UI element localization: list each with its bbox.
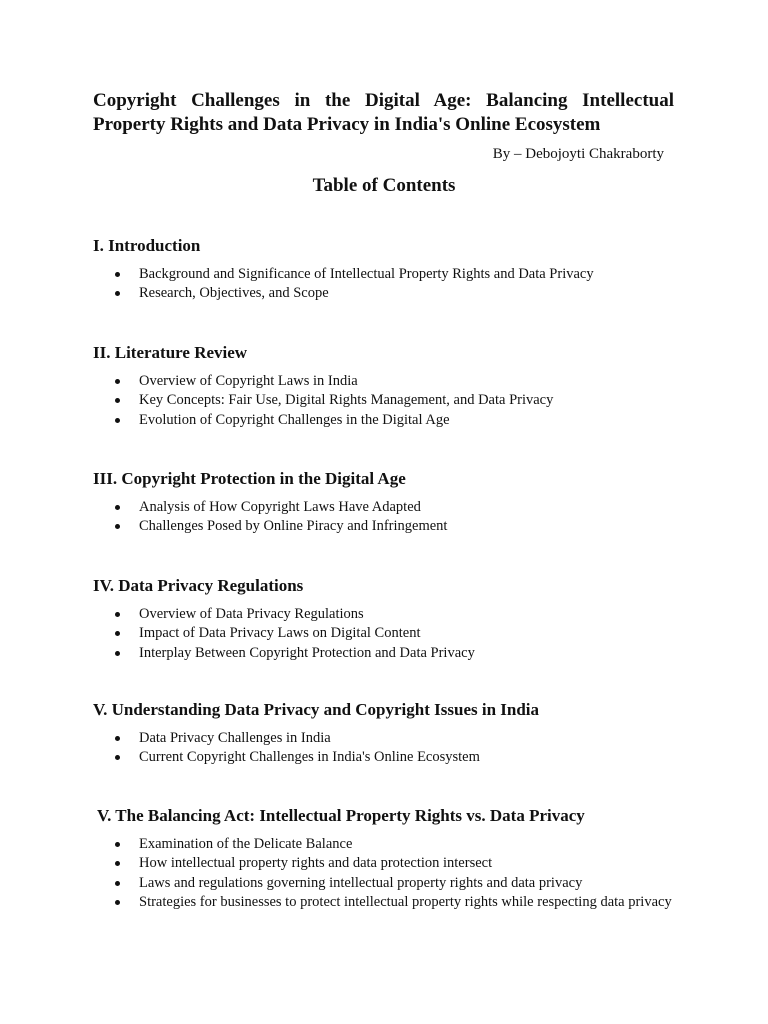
bullet-icon bbox=[115, 379, 120, 384]
list-item-text: Challenges Posed by Online Piracy and Infringement bbox=[139, 518, 448, 535]
bullet-icon bbox=[115, 418, 120, 423]
list-item-text: Key Concepts: Fair Use, Digital Rights Management, and Data Privacy bbox=[139, 392, 554, 409]
list-item bbox=[93, 265, 674, 284]
list-item bbox=[93, 835, 674, 854]
bullet-icon bbox=[115, 398, 120, 403]
toc-section-understanding-issues bbox=[93, 699, 674, 768]
section-heading: V. Understanding Data Privacy and Copyright Issues in India bbox=[93, 700, 540, 719]
bullet-icon bbox=[115, 651, 120, 656]
list-item bbox=[93, 729, 674, 748]
section-heading: V. The Balancing Act: Intellectual Property Rights vs. Data Privacy bbox=[97, 806, 585, 825]
bullet-icon bbox=[115, 291, 120, 296]
section-heading: II. Literature Review bbox=[93, 343, 248, 362]
list-item-text: Examination of the Delicate Balance bbox=[139, 836, 353, 852]
bullet-icon bbox=[115, 272, 120, 277]
list-item bbox=[93, 372, 674, 391]
toc-section-data-privacy-regulations bbox=[93, 575, 674, 663]
section-items bbox=[93, 729, 674, 768]
bullet-icon bbox=[115, 524, 120, 529]
author-byline: By – Debojoyti Chakraborty bbox=[492, 146, 664, 162]
list-item-text: Research, Objectives, and Scope bbox=[139, 285, 329, 302]
list-item-text: Current Copyright Challenges in India's Online Ecosystem bbox=[139, 749, 480, 766]
section-heading: IV. Data Privacy Regulations bbox=[93, 576, 304, 595]
toc-section-introduction bbox=[93, 235, 674, 304]
list-item bbox=[93, 748, 674, 767]
list-item-text: Impact of Data Privacy Laws on Digital Content bbox=[139, 625, 421, 642]
bullet-icon bbox=[115, 631, 120, 636]
list-item bbox=[93, 284, 674, 303]
bullet-icon bbox=[115, 881, 120, 886]
section-items bbox=[93, 498, 674, 537]
document-title: Copyright Challenges in the Digital Age: Balancing Intellectual Property Rights and Data Privacy in India's Online Ecosystem bbox=[93, 90, 674, 135]
bullet-icon bbox=[115, 900, 120, 905]
section-items bbox=[93, 372, 674, 430]
list-item bbox=[93, 644, 674, 663]
list-item bbox=[93, 874, 674, 893]
list-item bbox=[93, 411, 674, 430]
list-item-text: Interplay Between Copyright Protection and Data Privacy bbox=[139, 644, 475, 661]
list-item bbox=[93, 498, 674, 517]
bullet-icon bbox=[115, 861, 120, 866]
list-item-text: How intellectual property rights and data protection intersect bbox=[139, 855, 493, 872]
list-item bbox=[93, 391, 674, 410]
list-item bbox=[93, 605, 674, 624]
list-item bbox=[93, 624, 674, 643]
section-items bbox=[93, 265, 674, 304]
list-item-text: Background and Significance of Intellectual Property Rights and Data Privacy bbox=[139, 266, 594, 282]
toc-section-literature-review bbox=[93, 342, 674, 430]
list-item bbox=[93, 854, 674, 873]
list-item-text: Strategies for businesses to protect intellectual property rights while respecting data privacy bbox=[139, 893, 672, 910]
list-item-text: Analysis of How Copyright Laws Have Adapted bbox=[139, 499, 421, 515]
list-item bbox=[93, 517, 674, 536]
toc-section-balancing-act bbox=[97, 805, 674, 912]
bullet-icon bbox=[115, 505, 120, 510]
toc-heading: Table of Contents bbox=[312, 175, 456, 196]
section-heading: I. Introduction bbox=[93, 236, 201, 255]
section-items bbox=[93, 605, 674, 663]
bullet-icon bbox=[115, 842, 120, 847]
section-items bbox=[93, 835, 674, 912]
list-item-text: Evolution of Copyright Challenges in the Digital Age bbox=[139, 411, 450, 428]
list-item-text: Laws and regulations governing intellectual property rights and data privacy bbox=[139, 874, 583, 891]
bullet-icon bbox=[115, 755, 120, 760]
toc-section-copyright-protection bbox=[93, 468, 674, 537]
list-item-text: Overview of Copyright Laws in India bbox=[139, 373, 358, 389]
list-item-text: Overview of Data Privacy Regulations bbox=[139, 606, 364, 622]
list-item bbox=[93, 893, 674, 912]
section-heading: III. Copyright Protection in the Digital Age bbox=[93, 469, 406, 488]
list-item-text: Data Privacy Challenges in India bbox=[139, 730, 331, 746]
bullet-icon bbox=[115, 736, 120, 741]
bullet-icon bbox=[115, 612, 120, 617]
